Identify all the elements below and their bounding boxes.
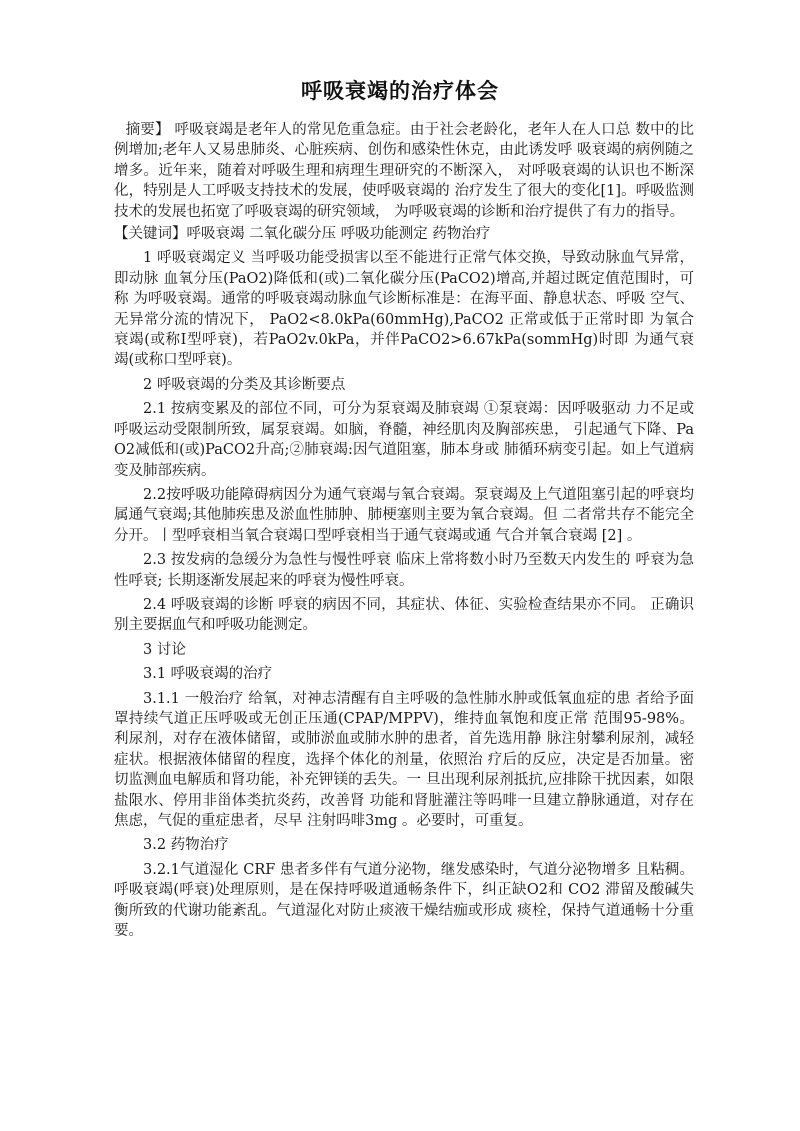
document-title: 呼吸衰竭的治疗体会	[301, 78, 499, 103]
abstract-paragraph: 摘要】 呼吸衰竭是老年人的常见危重急症。由于社会老龄化，老年人在人口总 数中的比例增加;老年人又易患肺炎、心脏疾病、创伤和感染性休克，由此诱发呼 吸衰竭的病例随之增多。近年来，随着对呼吸生理和病理生理研究的不断深入， 对呼吸衰竭的认识也不断深化，特别是人工呼吸支持技术的发展，使呼吸衰竭的 治疗发生了很大的变化[1]。呼吸监测技术的发展也拓宽了呼吸衰竭的研究领域， 为呼吸衰竭的诊断和治疗提供了有力的指导。	[114, 122, 694, 220]
section-3-heading: 3 讨论	[143, 641, 186, 658]
section-3-1-heading: 3.1 呼吸衰竭的治疗	[143, 666, 273, 683]
section-2-1-paragraph: 2.1 按病变累及的部位不同，可分为泵衰竭及肺衰竭 ①泵衰竭：因呼吸驱动 力不足或呼吸运动受限制所致，属泵衰竭。如脑，脊髓，神经肌肉及胸部疾患， 引起通气下降、PaO2减低和(或)PaCO2升高;②肺衰竭:因气道阻塞，肺本身或 肺循环病变引起。如上气道病变及肺部疾病。	[114, 401, 694, 479]
section-2-3-paragraph: 2.3 按发病的急缓分为急性与慢性呼衰 临床上常将数小时乃至数天内发生的 呼衰为急性呼衰; 长期逐渐发展起来的呼衰为慢性呼衰。	[114, 552, 694, 589]
section-2-2-paragraph: 2.2按呼吸功能障碍病因分为通气衰竭与氧合衰竭。泵衰竭及上气道阻塞引起的呼衰均属通气衰竭;其他肺疾患及淤血性肺肿、肺梗塞则主要为氧合衰竭。但 二者常共存不能完全分开。丨型呼衰相当氧合衰竭口型呼衰相当于通气衰竭或通 气合并氧合衰竭 [2] 。	[114, 486, 694, 544]
keywords-line: 【关键词】呼吸衰竭 二氧化碳分压 呼吸功能测定 药物治疗	[114, 226, 491, 243]
section-2-4-paragraph: 2.4 呼吸衰竭的诊断 呼衰的病因不同，其症状、体征、实验检查结果亦不同。 正确识别主要据血气和呼吸功能测定。	[114, 596, 694, 634]
section-3-1-1-paragraph: 3.1.1 一般治疗 给氧，对神志清醒有自主呼吸的急性肺水肿或低氧血症的患 者给予面罩持续气道正压呼吸或无创正压通(CPAP/MPPV)，维持血氧饱和度正常 范围95-98%。利尿剂，对存在液体储留，或肺淤血或肺水肿的患者，首先选用静 脉注射攀利尿剂，减轻症状。根据液体储留的程度，选择个体化的剂量，依照治 疗后的反应，决定是否加量。密切监测血电解质和肾功能，补充钾镁的丢失。一 旦出现利尿剂抵抗,应排除干扰因素，如限盐限水、停用非甾体类抗炎药，改善肾 功能和肾脏灌注等吗啡一旦建立静脉通道，对存在焦虑，气促的重症患者，尽早 注射吗啡3mg 。必要时，可重复。	[114, 690, 694, 829]
section-3-2-1-paragraph: 3.2.1气道湿化 CRF 患者多伴有气道分泌物，继发感染时，气道分泌物增多 且粘稠。呼吸衰竭(呼衰)处理原则，是在保持呼吸道通畅条件下，纠正缺O2和 CO2 滞留及酸碱失衡所致的代谢功能紊乱。气道湿化对防止痰液干燥结痂或形成 痰栓，保持气道通畅十分重要。	[114, 861, 694, 940]
section-2-heading: 2 呼吸衰竭的分类及其诊断要点	[143, 376, 346, 393]
document-body	[114, 120, 694, 941]
section-3-2-heading: 3.2 药物治疗	[143, 837, 229, 854]
section-1-paragraph: 1 呼吸衰竭定义 当呼吸功能受损害以至不能进行正常气体交换，导致动脉血气异常，即动脉 血氧分压(PaO2)降低和(或)二氧化碳分压(PaCO2)增高,并超过既定值范围时，可称 为呼吸衰竭。通常的呼吸衰竭动脉血气诊断标准是：在海平面、静息状态、呼吸 空气、无异常分流的情况下， PaO2<8.0kPa(60mmHg),PaCO2 正常或低于正常时即 为氧合衰竭(或称I型呼衰)，若PaO2v.0kPa，并伴PaCO2>6.67kPa(sommHg)时即 为通气衰竭(或称口型呼衰)。	[114, 250, 694, 369]
